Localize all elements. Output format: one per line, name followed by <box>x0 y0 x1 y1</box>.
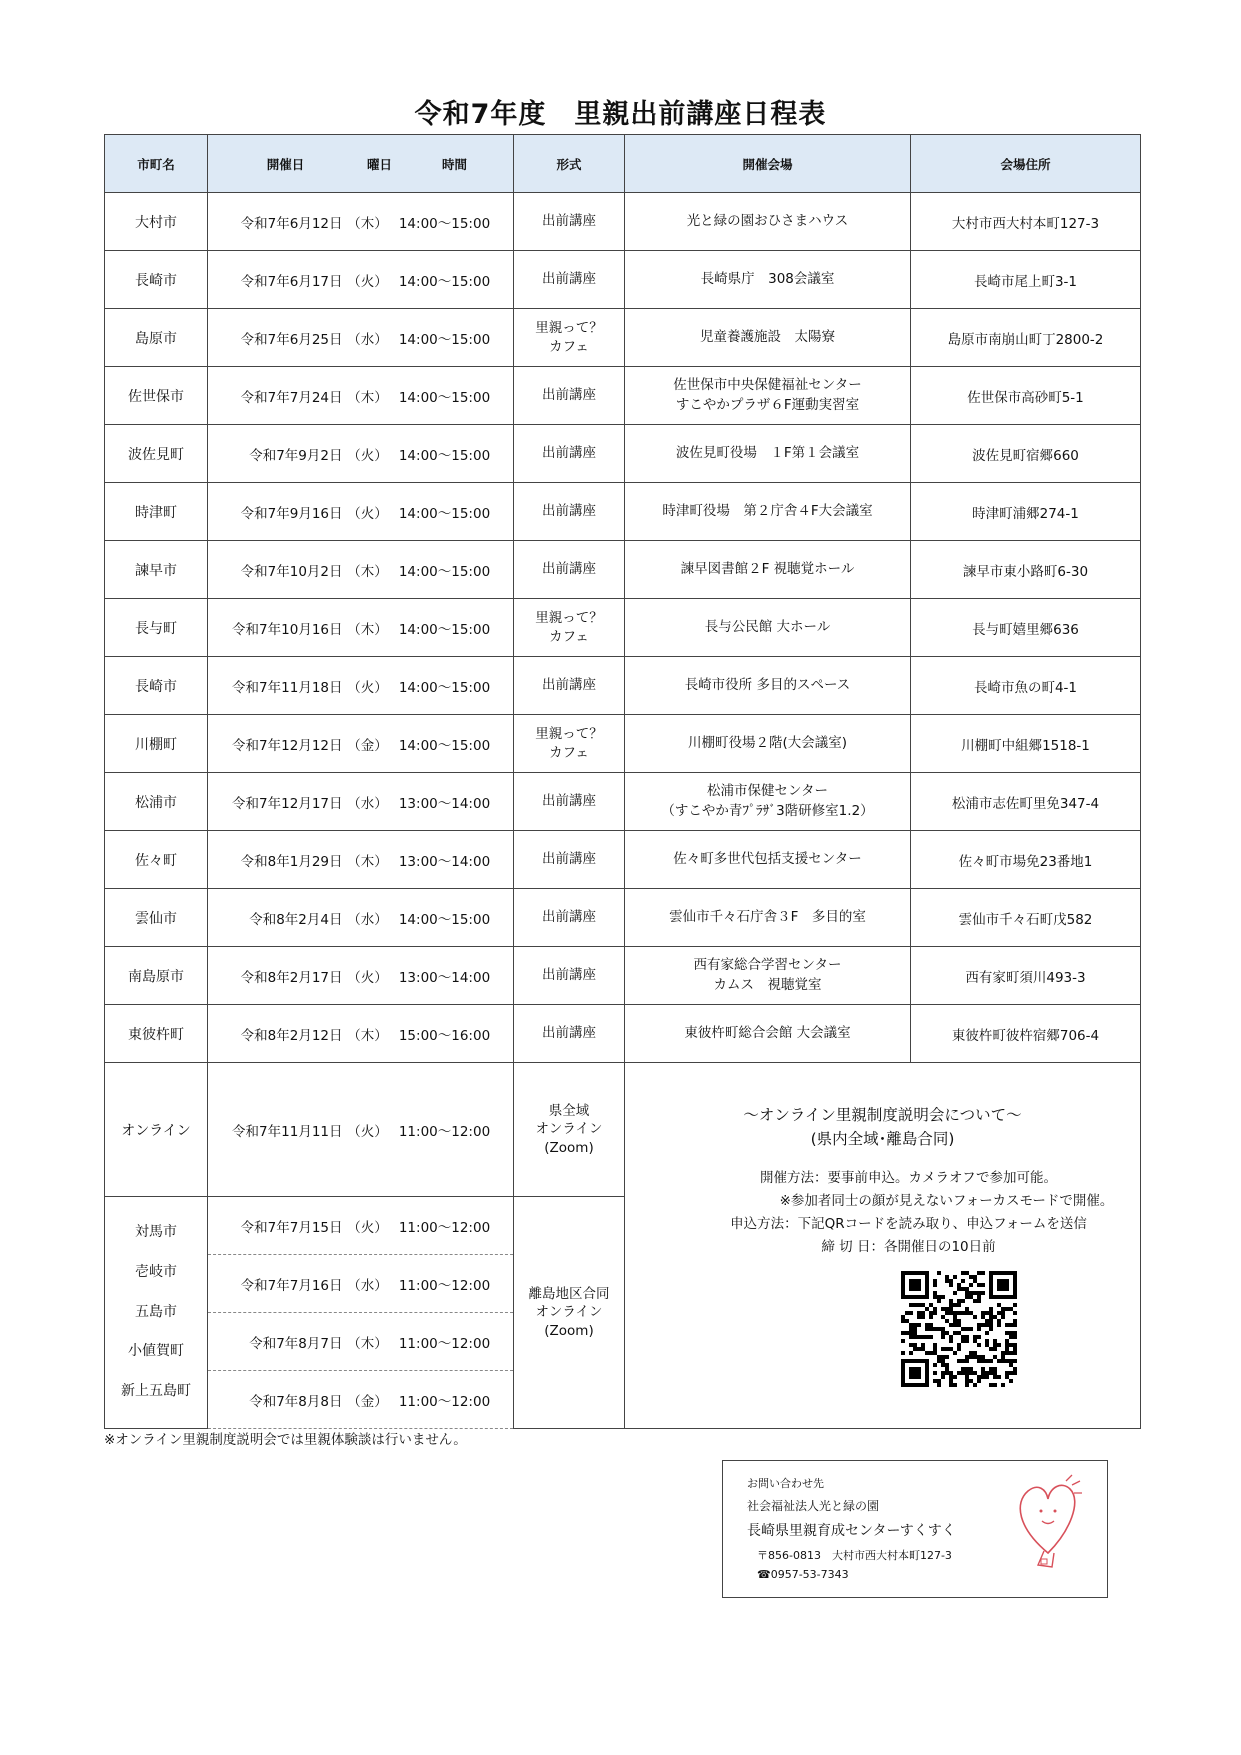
format-line: (Zoom) <box>544 1139 594 1156</box>
schedule-table <box>104 134 1141 1429</box>
event-time: 13:00～14:00 <box>398 795 491 812</box>
date-cell <box>208 309 514 367</box>
format-line: 里親って？ <box>535 726 603 743</box>
table-row <box>105 251 1141 309</box>
event-time: 14:00～15:00 <box>398 331 491 348</box>
venue-cell <box>625 309 911 367</box>
format-line: 出前講座 <box>542 793 596 810</box>
address-cell: 川棚町中組郷1518-1 <box>911 715 1141 773</box>
event-date: 令和8年2月12日 <box>240 1027 343 1044</box>
island-format-cell <box>514 1197 625 1429</box>
format-line: 離島地区合同 <box>528 1286 610 1303</box>
contact-label: お問い合わせ先 <box>747 1477 824 1490</box>
header-date: 開催日 <box>266 156 305 172</box>
table-row <box>105 657 1141 715</box>
event-date: 令和7年12月12日 <box>232 737 343 754</box>
event-weekday: （火） <box>347 505 388 522</box>
format-line: 里親って？ <box>535 610 603 627</box>
footnote: ※オンライン里親制度説明会では里親体験談は行いません。 <box>104 1432 467 1448</box>
venue-cell <box>625 483 911 541</box>
table-row <box>105 309 1141 367</box>
date-cell <box>208 251 514 309</box>
venue-cell <box>625 425 911 483</box>
address-cell: 長崎市魚の町4-1 <box>911 657 1141 715</box>
event-weekday: （水） <box>347 331 388 348</box>
format-cell <box>514 193 625 251</box>
date-cell <box>208 1255 514 1313</box>
header-date-group <box>208 135 514 193</box>
info-method: 開催方法：要事前申込。カメラオフで参加可能。 <box>760 1170 1057 1187</box>
event-time: 14:00～15:00 <box>398 621 491 638</box>
format-line: 出前講座 <box>542 1025 596 1042</box>
contact-postal: 〒856-0813 大村市西大村本町127-3 <box>757 1549 952 1562</box>
address-cell: 長与町嬉里郷636 <box>911 599 1141 657</box>
format-line: (Zoom) <box>544 1322 594 1339</box>
city-cell: 長与町 <box>105 599 208 657</box>
venue-cell <box>625 947 911 1005</box>
date-cell <box>208 425 514 483</box>
format-line: 県全域 <box>548 1103 590 1120</box>
date-cell <box>208 1313 514 1371</box>
format-line: オンライン <box>535 1304 603 1321</box>
online-row <box>105 1063 1141 1197</box>
event-date: 令和7年8月7日 <box>249 1335 343 1352</box>
event-time: 14:00～15:00 <box>398 737 491 754</box>
table-row <box>105 193 1141 251</box>
event-weekday: （木） <box>347 215 388 232</box>
format-cell <box>514 889 625 947</box>
info-method-note: ※参加者同士の顔が見えないフォーカスモードで開催。 <box>779 1192 1114 1209</box>
venue-cell <box>625 541 911 599</box>
event-date: 令和7年12月17日 <box>232 795 343 812</box>
address-cell: 西有家町須川493-3 <box>911 947 1141 1005</box>
event-time: 11:00～12:00 <box>398 1277 491 1294</box>
table-row <box>105 599 1141 657</box>
event-time: 14:00～15:00 <box>398 273 491 290</box>
date-cell <box>208 193 514 251</box>
format-line: カフェ <box>549 628 589 645</box>
event-weekday: （火） <box>347 273 388 290</box>
island-city: 五島市 <box>135 1303 177 1320</box>
format-line: カフェ <box>549 744 589 761</box>
event-weekday: （木） <box>347 621 388 638</box>
event-weekday: （火） <box>347 1123 388 1140</box>
venue-line: 長与公民館 大ホール <box>704 618 831 635</box>
info-apply: 申込方法：下記QRコードを読み取り、申込フォームを送信 <box>730 1215 1087 1232</box>
event-weekday: （木） <box>347 1335 388 1352</box>
date-cell <box>208 1371 514 1429</box>
format-line: 出前講座 <box>542 445 596 462</box>
venue-line: 松浦市保健センター <box>707 782 828 799</box>
event-time: 14:00～15:00 <box>398 679 491 696</box>
event-time: 14:00～15:00 <box>398 389 491 406</box>
format-cell <box>514 541 625 599</box>
contact-center: 長崎県里親育成センターすくすく <box>747 1523 956 1539</box>
event-weekday: （火） <box>347 1219 388 1236</box>
table-header <box>105 135 1141 193</box>
address-cell: 佐々町市場免23番地1 <box>911 831 1141 889</box>
online-info-panel <box>625 1063 1141 1429</box>
date-cell <box>208 367 514 425</box>
venue-cell <box>625 1005 911 1063</box>
event-weekday: （木） <box>347 563 388 580</box>
format-line: 里親って？ <box>535 320 603 337</box>
format-cell <box>514 425 625 483</box>
event-weekday: （木） <box>347 389 388 406</box>
event-date: 令和7年9月16日 <box>240 505 343 522</box>
venue-line: 佐世保市中央保健福祉センター <box>673 376 862 393</box>
event-weekday: （火） <box>347 679 388 696</box>
address-cell: 時津町浦郷274-1 <box>911 483 1141 541</box>
city-cell: 波佐見町 <box>105 425 208 483</box>
venue-line: 雲仙市千々石庁舎３F 多目的室 <box>669 908 866 925</box>
address-cell: 波佐見町宿郷660 <box>911 425 1141 483</box>
date-cell <box>208 541 514 599</box>
event-time: 11:00～12:00 <box>398 1219 491 1236</box>
date-cell <box>208 889 514 947</box>
date-cell <box>208 599 514 657</box>
event-time: 11:00～12:00 <box>398 1335 491 1352</box>
format-cell <box>514 715 625 773</box>
format-line: 出前講座 <box>542 967 596 984</box>
format-cell <box>514 831 625 889</box>
venue-line: 時津町役場 第２庁舎４F大会議室 <box>662 502 873 519</box>
address-cell: 長崎市尾上町3-1 <box>911 251 1141 309</box>
format-line: 出前講座 <box>542 677 596 694</box>
event-time: 11:00～12:00 <box>398 1393 491 1410</box>
event-date: 令和7年6月12日 <box>240 215 343 232</box>
format-line: 出前講座 <box>542 561 596 578</box>
island-cities-cell <box>105 1197 208 1429</box>
format-line: カフェ <box>549 338 589 355</box>
table-row <box>105 947 1141 1005</box>
format-cell <box>514 367 625 425</box>
qr-code-icon[interactable] <box>901 1271 1017 1387</box>
date-cell <box>208 1005 514 1063</box>
event-date: 令和8年1月29日 <box>240 853 343 870</box>
format-line: 出前講座 <box>542 851 596 868</box>
date-cell <box>208 1063 514 1197</box>
table-row <box>105 889 1141 947</box>
event-weekday: （水） <box>347 795 388 812</box>
island-city: 対馬市 <box>135 1223 177 1240</box>
island-city: 壱岐市 <box>135 1263 177 1280</box>
date-cell <box>208 773 514 831</box>
contact-box <box>722 1460 1108 1598</box>
venue-line: すこやかプラザ６F運動実習室 <box>675 396 860 413</box>
date-cell <box>208 947 514 1005</box>
event-date: 令和7年6月17日 <box>240 273 343 290</box>
event-weekday: （木） <box>347 853 388 870</box>
table-row <box>105 425 1141 483</box>
event-weekday: （火） <box>347 969 388 986</box>
event-time: 14:00～15:00 <box>398 505 491 522</box>
table-row <box>105 831 1141 889</box>
city-cell: 諫早市 <box>105 541 208 599</box>
format-cell <box>514 773 625 831</box>
city-cell: 時津町 <box>105 483 208 541</box>
address-cell: 雲仙市千々石町戊582 <box>911 889 1141 947</box>
event-date: 令和7年11月18日 <box>232 679 343 696</box>
event-time: 15:00～16:00 <box>398 1027 491 1044</box>
table-row <box>105 773 1141 831</box>
info-deadline: 締 切 日：各開催日の10日前 <box>821 1238 996 1255</box>
table-row <box>105 367 1141 425</box>
address-cell: 東彼杵町彼杵宿郷706-4 <box>911 1005 1141 1063</box>
format-cell <box>514 251 625 309</box>
venue-cell <box>625 831 911 889</box>
event-time: 13:00～14:00 <box>398 969 491 986</box>
event-date: 令和7年9月2日 <box>249 447 343 464</box>
venue-cell <box>625 193 911 251</box>
event-date: 令和7年10月2日 <box>240 563 343 580</box>
venue-line: 西有家総合学習センター <box>693 956 842 973</box>
city-cell: 長崎市 <box>105 251 208 309</box>
event-date: 令和7年7月15日 <box>240 1219 343 1236</box>
format-line: 出前講座 <box>542 909 596 926</box>
address-cell: 島原市南崩山町丁2800-2 <box>911 309 1141 367</box>
event-weekday: （火） <box>347 447 388 464</box>
event-time: 14:00～15:00 <box>398 563 491 580</box>
venue-line: 川棚町役場２階(大会議室) <box>687 734 848 751</box>
header-venue: 開催会場 <box>625 135 911 193</box>
venue-cell <box>625 657 911 715</box>
format-cell <box>514 947 625 1005</box>
heart-mascot-icon <box>1008 1473 1088 1573</box>
address-cell: 松浦市志佐町里免347-4 <box>911 773 1141 831</box>
format-line: 出前講座 <box>542 213 596 230</box>
venue-cell <box>625 715 911 773</box>
city-cell: 東彼杵町 <box>105 1005 208 1063</box>
city-cell: 南島原市 <box>105 947 208 1005</box>
island-city: 新上五島町 <box>121 1383 191 1400</box>
city-cell: 川棚町 <box>105 715 208 773</box>
format-cell <box>514 599 625 657</box>
info-subtitle: (県内全域･離島合同) <box>810 1130 955 1149</box>
online-city-cell: オンライン <box>105 1063 208 1197</box>
venue-cell <box>625 251 911 309</box>
event-weekday: （木） <box>347 1027 388 1044</box>
event-date: 令和7年8月8日 <box>249 1393 343 1410</box>
header-address: 会場住所 <box>911 135 1141 193</box>
event-date: 令和8年2月17日 <box>240 969 343 986</box>
header-weekday: 曜日 <box>366 156 392 172</box>
date-cell <box>208 831 514 889</box>
city-cell: 島原市 <box>105 309 208 367</box>
event-weekday: （水） <box>347 1277 388 1294</box>
city-cell: 雲仙市 <box>105 889 208 947</box>
address-cell: 大村市西大村本町127-3 <box>911 193 1141 251</box>
venue-line: 長崎市役所 多目的スペース <box>684 676 851 693</box>
event-date: 令和7年7月24日 <box>240 389 343 406</box>
header-format: 形式 <box>514 135 625 193</box>
date-cell <box>208 657 514 715</box>
venue-line: 児童養護施設 太陽寮 <box>700 328 835 345</box>
event-weekday: （金） <box>347 737 388 754</box>
event-weekday: （金） <box>347 1393 388 1410</box>
venue-line: 諫早図書館２F 視聴覚ホール <box>680 560 855 577</box>
contact-org: 社会福祉法人光と緑の園 <box>747 1499 880 1513</box>
header-city: 市町名 <box>105 135 208 193</box>
format-line: 出前講座 <box>542 387 596 404</box>
info-title: ～オンライン里親制度説明会について～ <box>743 1106 1022 1124</box>
address-cell: 諫早市東小路町6-30 <box>911 541 1141 599</box>
venue-cell <box>625 889 911 947</box>
event-date: 令和7年10月16日 <box>232 621 343 638</box>
venue-line: 東彼杵町総合会館 大会議室 <box>684 1024 851 1041</box>
date-cell <box>208 1197 514 1255</box>
event-date: 令和7年11月11日 <box>232 1123 343 1140</box>
event-time: 11:00～12:00 <box>398 1123 491 1140</box>
event-date: 令和8年2月4日 <box>249 911 343 928</box>
venue-cell <box>625 367 911 425</box>
date-cell <box>208 483 514 541</box>
format-cell <box>514 1005 625 1063</box>
venue-line: 佐々町多世代包括支援センター <box>673 850 862 867</box>
venue-line: 波佐見町役場 １F第１会議室 <box>675 444 860 461</box>
event-weekday: （水） <box>347 911 388 928</box>
event-time: 14:00～15:00 <box>398 447 491 464</box>
venue-line: （すこやか青ﾌﾟﾗｻﾞ3階研修室1.2） <box>661 802 874 819</box>
address-cell: 佐世保市高砂町5-1 <box>911 367 1141 425</box>
format-line: 出前講座 <box>542 503 596 520</box>
table-row <box>105 1005 1141 1063</box>
event-time: 14:00～15:00 <box>398 215 491 232</box>
page-title: 令和7年度 里親出前講座日程表 <box>414 99 827 130</box>
format-cell <box>514 657 625 715</box>
format-line: 出前講座 <box>542 271 596 288</box>
online-format-cell <box>514 1063 625 1197</box>
table-row <box>105 715 1141 773</box>
event-time: 13:00～14:00 <box>398 853 491 870</box>
venue-line: カムス 視聴覚室 <box>713 976 822 993</box>
format-cell <box>514 483 625 541</box>
format-line: オンライン <box>535 1121 603 1138</box>
header-time: 時間 <box>441 156 467 172</box>
city-cell: 佐世保市 <box>105 367 208 425</box>
table-row <box>105 483 1141 541</box>
contact-tel: ☎0957-53-7343 <box>757 1568 849 1581</box>
venue-cell <box>625 773 911 831</box>
venue-line: 長崎県庁 308会議室 <box>700 270 835 287</box>
island-city: 小値賀町 <box>128 1343 184 1360</box>
table-row <box>105 541 1141 599</box>
venue-cell <box>625 599 911 657</box>
event-date: 令和7年6月25日 <box>240 331 343 348</box>
event-time: 14:00～15:00 <box>398 911 491 928</box>
city-cell: 大村市 <box>105 193 208 251</box>
date-cell <box>208 715 514 773</box>
event-date: 令和7年7月16日 <box>240 1277 343 1294</box>
city-cell: 佐々町 <box>105 831 208 889</box>
city-cell: 長崎市 <box>105 657 208 715</box>
venue-line: 光と緑の園おひさまハウス <box>686 212 849 229</box>
format-cell <box>514 309 625 367</box>
city-cell: 松浦市 <box>105 773 208 831</box>
